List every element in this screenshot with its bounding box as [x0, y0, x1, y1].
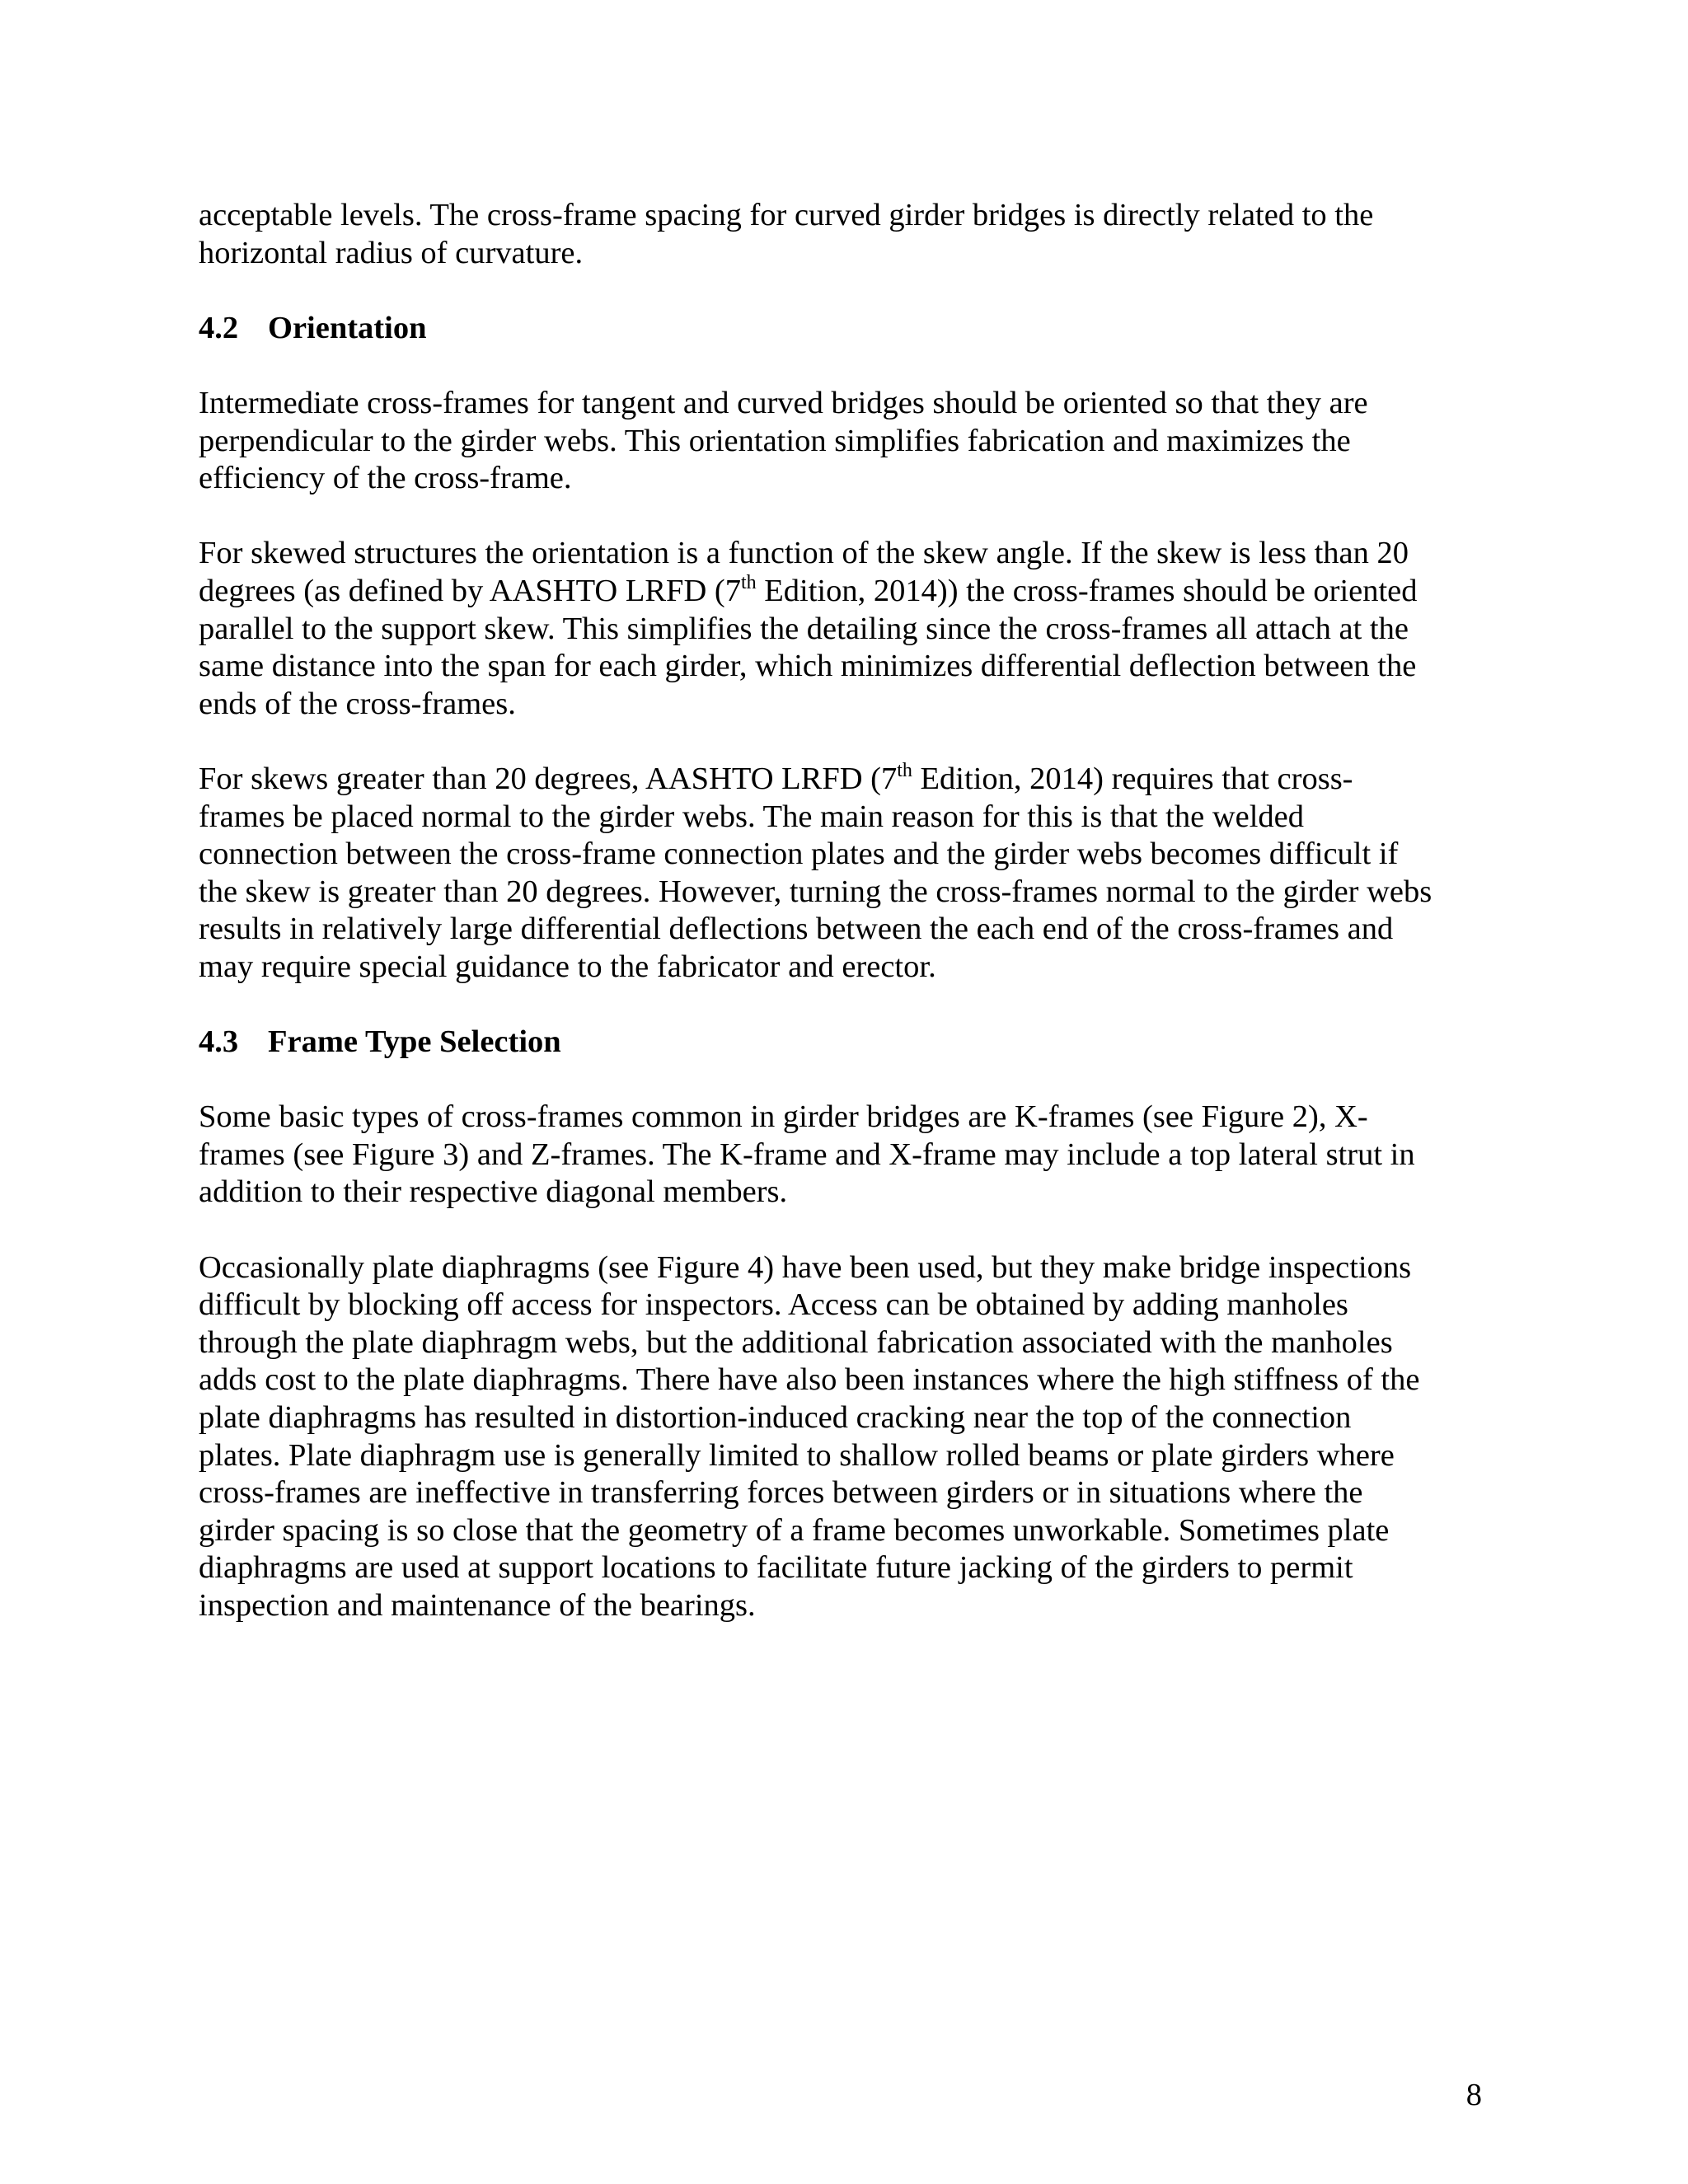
section-number: 4.3 — [199, 1024, 239, 1060]
text-fragment: For skews greater than 20 degrees, AASHTO LRFD (7 — [199, 761, 898, 796]
text-line: same distance into the span for each girder, which minimizes differential deflection between the — [199, 649, 1417, 684]
text-line: difficult by blocking off access for inspectors. Access can be obtained by adding manholes — [199, 1287, 1348, 1323]
section-heading-4-3 — [199, 1024, 1501, 1062]
text-line: adds cost to the plate diaphragms. There have also been instances where the high stiffness of the — [199, 1362, 1420, 1398]
section-title: Frame Type Selection — [268, 1024, 561, 1060]
section-number: 4.2 — [199, 310, 239, 345]
text-line: Some basic types of cross-frames common in girder bridges are K-frames (see Figure 2), X- — [199, 1099, 1368, 1135]
text-line: Occasionally plate diaphragms (see Figure 4) have been used, but they make bridge inspections — [199, 1249, 1412, 1285]
text-line: plates. Plate diaphragm use is generally limited to shallow rolled beams or plate girders where — [199, 1437, 1395, 1473]
page-content — [199, 197, 1501, 1662]
text-fragment: Edition, 2014) requires that cross- — [912, 761, 1353, 796]
text-line: girder spacing is so close that the geometry of a frame becomes unworkable. Sometimes plate — [199, 1512, 1390, 1548]
text-line: diaphragms are used at support locations to facilitate future jacking of the girders to permit — [199, 1550, 1353, 1586]
text-line: addition to their respective diagonal members. — [199, 1174, 788, 1210]
text-line: ends of the cross-frames. — [199, 686, 516, 721]
text-line: inspection and maintenance of the bearings. — [199, 1587, 756, 1623]
frame-type-paragraph-1 — [199, 1099, 1501, 1212]
text-line — [199, 573, 1501, 611]
text-line: perpendicular to the girder webs. This orientation simplifies fabrication and maximizes the — [199, 423, 1351, 458]
superscript: th — [897, 759, 912, 781]
text-line: frames (see Figure 3) and Z-frames. The K-frame and X-frame may include a top lateral strut in — [199, 1137, 1415, 1172]
text-line: plate diaphragms has resulted in distortion-induced cracking near the top of the connection — [199, 1400, 1352, 1435]
text-fragment: Edition, 2014)) the cross-frames should be oriented — [756, 573, 1418, 608]
text-line: cross-frames are ineffective in transferring forces between girders or in situations where the — [199, 1475, 1363, 1511]
text-line — [199, 761, 1501, 799]
text-line: horizontal radius of curvature. — [199, 235, 584, 270]
text-line: For skewed structures the orientation is a function of the skew angle. If the skew is less than 20 — [199, 536, 1409, 571]
text-line: results in relatively large differential deflections between the each end of the cross-frames and — [199, 912, 1394, 947]
text-line: Intermediate cross-frames for tangent and curved bridges should be oriented so that they are — [199, 385, 1368, 420]
text-line: parallel to the support skew. This simplifies the detailing since the cross-frames all attach at the — [199, 611, 1409, 646]
text-line: efficiency of the cross-frame. — [199, 461, 572, 496]
orientation-paragraph-2 — [199, 535, 1501, 723]
text-line: frames be placed normal to the girder webs. The main reason for this is that the welded — [199, 799, 1305, 834]
text-line: the skew is greater than 20 degrees. However, turning the cross-frames normal to the girder webs — [199, 874, 1432, 909]
text-line: acceptable levels. The cross-frame spacing for curved girder bridges is directly related to the — [199, 198, 1374, 232]
text-line: connection between the cross-frame connection plates and the girder webs becomes difficult if — [199, 837, 1399, 872]
section-heading-4-2 — [199, 310, 1501, 348]
orientation-paragraph-3 — [199, 761, 1501, 987]
text-fragment: degrees (as defined by AASHTO LRFD (7 — [199, 573, 741, 608]
text-line: through the plate diaphragm webs, but the additional fabrication associated with the manholes — [199, 1324, 1393, 1360]
page-number: 8 — [1465, 2078, 1482, 2112]
intro-paragraph — [199, 197, 1501, 272]
frame-type-paragraph-2 — [199, 1249, 1501, 1625]
text-line: may require special guidance to the fabricator and erector. — [199, 949, 936, 984]
orientation-paragraph-1 — [199, 385, 1501, 498]
section-title: Orientation — [268, 310, 427, 345]
superscript: th — [740, 571, 757, 593]
